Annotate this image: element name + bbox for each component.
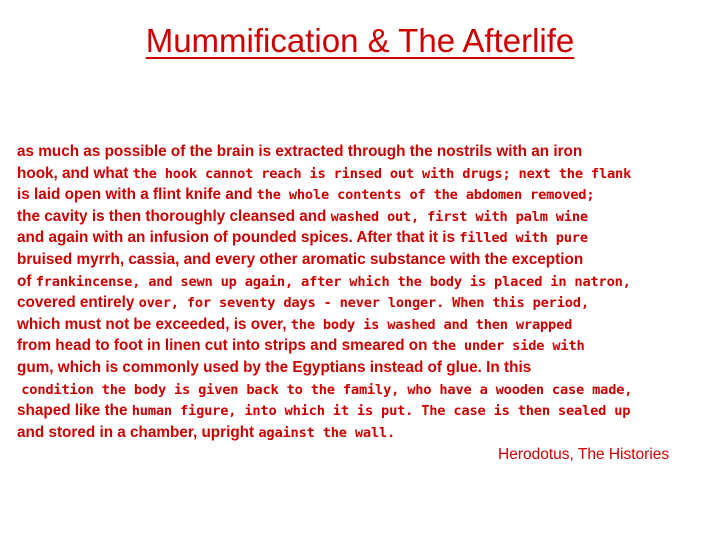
quote-segment-typewriter: the under side with (431, 338, 585, 355)
quote-line (17, 379, 717, 401)
quote-body (17, 141, 717, 443)
quote-line (17, 163, 717, 185)
quote-segment-typewriter: the hook cannot reach is rinsed out with drugs; next the flank (132, 165, 632, 182)
quote-segment-typewriter: the body is washed and then wrapped (290, 316, 573, 333)
quote-line (17, 141, 717, 163)
quote-line (17, 422, 717, 444)
quote-segment-typewriter: over, for seventy days - never longer. When this period, (138, 295, 589, 312)
attribution-source: Herodotus, The Histories (498, 446, 670, 463)
quote-line (17, 271, 717, 293)
quote-segment: which must not be exceeded, is over, (17, 315, 291, 333)
quote-segment-typewriter: condition the body is given back to the family, who have a wooden case made, (21, 381, 633, 398)
quote-segment-typewriter: against the wall. (258, 424, 396, 441)
quote-segment: as much as possible of the brain is extracted through the nostrils with an iron (17, 143, 583, 160)
quote-segment-typewriter: frankincense, and sewn up again, after which the body is placed in natron, (35, 273, 631, 290)
quote-segment: and stored in a chamber, upright (17, 423, 259, 441)
quote-line (17, 357, 717, 379)
quote-segment: of (17, 272, 36, 290)
quote-line (17, 184, 717, 206)
quote-line (17, 206, 717, 228)
quote-segment-typewriter: filled with pure (459, 230, 588, 247)
quote-segment: gum, which is commonly used by the Egyptians instead of glue. In this (17, 358, 532, 376)
quote-line (17, 227, 717, 249)
quote-segment-typewriter: human figure, into which it is put. The case is then sealed up (131, 403, 631, 420)
quote-segment: is laid open with a flint knife and (17, 186, 257, 204)
quote-line (17, 335, 717, 357)
quote-segment: covered entirely (17, 294, 139, 312)
page-title: Mummification & The Afterlife (145, 22, 575, 59)
quote-line (17, 400, 717, 422)
quote-line (17, 249, 717, 271)
quote-line (17, 314, 717, 336)
quote-line (17, 292, 717, 314)
quote-segment: from head to foot in linen cut into strips and smeared on (17, 337, 432, 355)
quote-segment: and again with an infusion of pounded spices. After that it is (17, 229, 460, 247)
quote-segment: bruised myrrh, cassia, and every other aromatic substance with the exception (17, 250, 584, 268)
quote-segment-typewriter: the whole contents of the abdomen removed; (256, 187, 595, 204)
quote-segment: hook, and what (17, 164, 133, 182)
quote-segment: shaped like the (17, 402, 132, 420)
quote-segment: the cavity is then thoroughly cleansed and (17, 207, 331, 225)
quote-segment-typewriter: washed out, first with palm wine (330, 208, 588, 225)
